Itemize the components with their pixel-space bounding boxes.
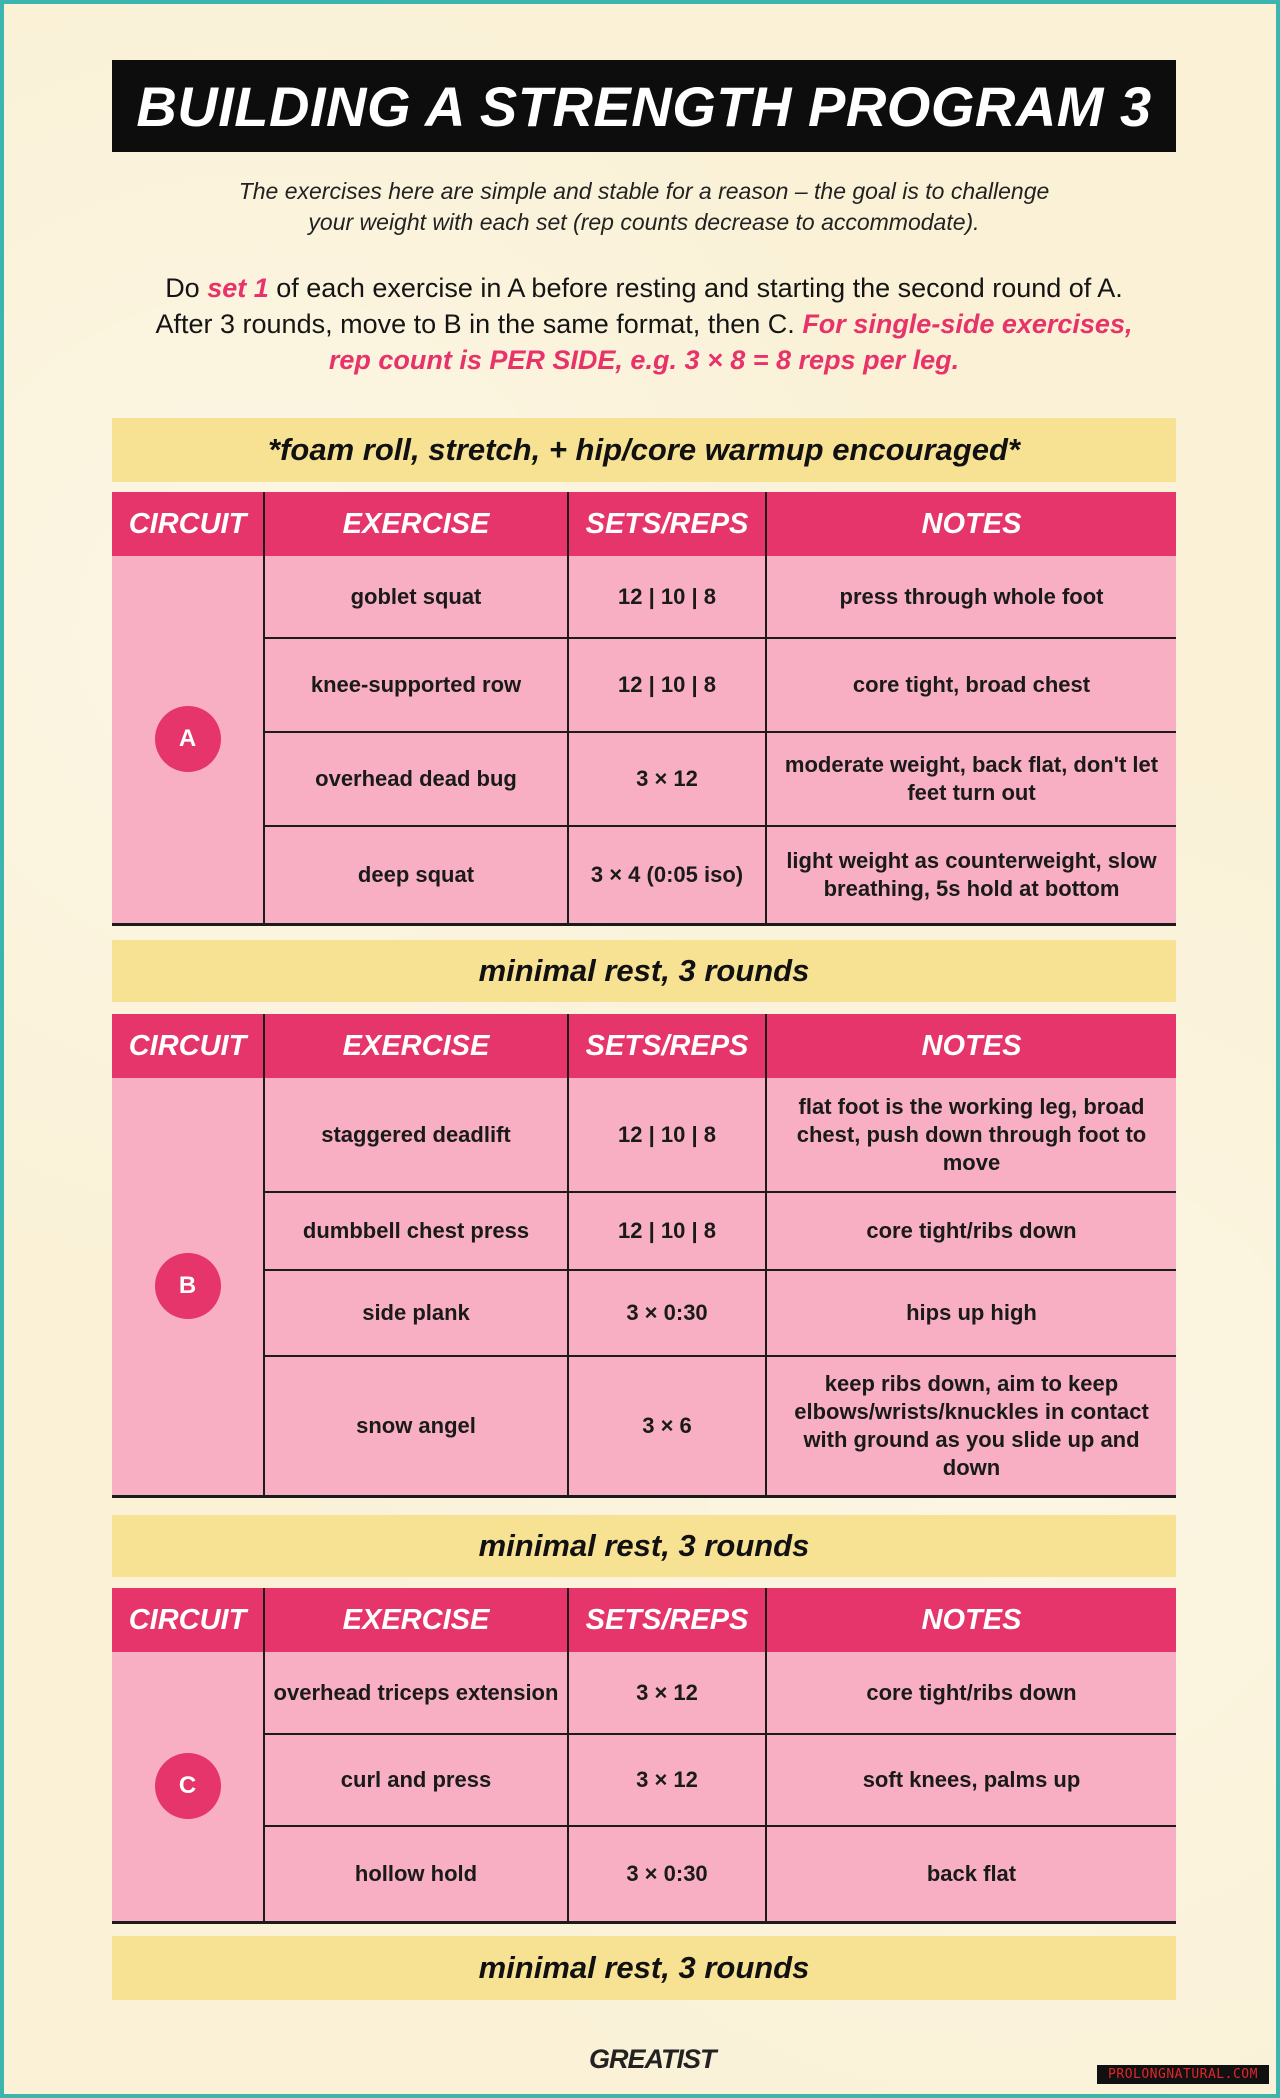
notes-cell: core tight/ribs down	[766, 1652, 1176, 1734]
exercise-cell: hollow hold	[264, 1826, 568, 1922]
header-exercise: EXERCISE	[264, 1588, 568, 1652]
instructions-part-1: Do	[165, 273, 208, 303]
warmup-banner: *foam roll, stretch, + hip/core warmup encouraged*	[112, 418, 1176, 482]
table-row	[112, 826, 1176, 924]
circuit-cell	[112, 556, 264, 924]
circuit-c-badge: C	[155, 1753, 221, 1819]
intro-line-2: your weight with each set (rep counts decrease to accommodate).	[308, 209, 980, 235]
circuit-c-table	[112, 1588, 1176, 1924]
exercise-cell: overhead triceps extension	[264, 1652, 568, 1734]
header-notes: NOTES	[766, 1588, 1176, 1652]
sets-cell: 3 × 12	[568, 732, 766, 826]
sets-cell: 3 × 12	[568, 1652, 766, 1734]
instructions	[94, 270, 1194, 378]
notes-cell: core tight, broad chest	[766, 638, 1176, 732]
notes-cell: hips up high	[766, 1270, 1176, 1356]
header-exercise: EXERCISE	[264, 492, 568, 556]
table-row	[112, 732, 1176, 826]
exercise-cell: overhead dead bug	[264, 732, 568, 826]
instructions-part-4: After 3 rounds, move to B in the same format, then C.	[155, 309, 803, 339]
exercise-cell: curl and press	[264, 1734, 568, 1826]
notes-cell: moderate weight, back flat, don't let feet turn out	[766, 732, 1176, 826]
notes-cell: flat foot is the working leg, broad chest, push down through foot to move	[766, 1078, 1176, 1192]
circuit-cell	[112, 1078, 264, 1496]
header-notes: NOTES	[766, 492, 1176, 556]
intro-line-1: The exercises here are simple and stable for a reason – the goal is to challenge	[238, 178, 1050, 204]
table-row	[112, 1270, 1176, 1356]
instructions-per-side: rep count is PER SIDE, e.g. 3 × 8 = 8 reps per leg.	[328, 345, 960, 375]
notes-cell: soft knees, palms up	[766, 1734, 1176, 1826]
notes-cell: light weight as counterweight, slow breathing, 5s hold at bottom	[766, 826, 1176, 924]
notes-cell: keep ribs down, aim to keep elbows/wrists/knuckles in contact with ground as you slide up and down	[766, 1356, 1176, 1496]
circuit-cell	[112, 1652, 264, 1922]
table-row	[112, 1192, 1176, 1270]
notes-cell: core tight/ribs down	[766, 1192, 1176, 1270]
header-sets: SETS/REPS	[568, 1588, 766, 1652]
exercise-cell: staggered deadlift	[264, 1078, 568, 1192]
sets-cell: 3 × 0:30	[568, 1826, 766, 1922]
instructions-part-3: of each exercise in A before resting and starting the second round of A.	[268, 273, 1123, 303]
table-row	[112, 556, 1176, 638]
header-sets: SETS/REPS	[568, 492, 766, 556]
table-row	[112, 1078, 1176, 1192]
circuit-a-badge: A	[155, 706, 221, 772]
sets-cell: 3 × 0:30	[568, 1270, 766, 1356]
header-notes: NOTES	[766, 1014, 1176, 1078]
table-row	[112, 1356, 1176, 1496]
table-row	[112, 1652, 1176, 1734]
exercise-cell: side plank	[264, 1270, 568, 1356]
sets-cell: 12 | 10 | 8	[568, 1192, 766, 1270]
circuit-c-rest-banner: minimal rest, 3 rounds	[112, 1936, 1176, 2000]
circuit-b-badge: B	[155, 1253, 221, 1319]
header-circuit: CIRCUIT	[112, 1014, 264, 1078]
table-row	[112, 1826, 1176, 1922]
page-title: BUILDING A STRENGTH PROGRAM 3	[112, 60, 1176, 152]
table-row	[112, 1734, 1176, 1826]
header-exercise: EXERCISE	[264, 1014, 568, 1078]
sets-cell: 3 × 12	[568, 1734, 766, 1826]
table-row	[112, 638, 1176, 732]
notes-cell: press through whole foot	[766, 556, 1176, 638]
sets-cell: 3 × 4 (0:05 iso)	[568, 826, 766, 924]
notes-cell: back flat	[766, 1826, 1176, 1922]
circuit-a-table	[112, 492, 1176, 926]
greatist-logo: GREATIST	[589, 2044, 716, 2074]
instructions-single-side: For single-side exercises,	[802, 309, 1133, 339]
instructions-set-1: set 1	[207, 273, 269, 303]
exercise-cell: knee-supported row	[264, 638, 568, 732]
header-circuit: CIRCUIT	[112, 492, 264, 556]
sets-cell: 12 | 10 | 8	[568, 556, 766, 638]
sets-cell: 12 | 10 | 8	[568, 638, 766, 732]
circuit-a-rest-banner: minimal rest, 3 rounds	[112, 940, 1176, 1002]
circuit-b-rest-banner: minimal rest, 3 rounds	[112, 1515, 1176, 1577]
exercise-cell: goblet squat	[264, 556, 568, 638]
header-sets: SETS/REPS	[568, 1014, 766, 1078]
sets-cell: 12 | 10 | 8	[568, 1078, 766, 1192]
header-circuit: CIRCUIT	[112, 1588, 264, 1652]
exercise-cell: snow angel	[264, 1356, 568, 1496]
intro-text	[134, 176, 1154, 238]
sets-cell: 3 × 6	[568, 1356, 766, 1496]
exercise-cell: deep squat	[264, 826, 568, 924]
circuit-b-table	[112, 1014, 1176, 1498]
exercise-cell: dumbbell chest press	[264, 1192, 568, 1270]
infographic-sheet	[4, 4, 1276, 2094]
site-watermark: PROLONGNATURAL.COM	[1097, 2065, 1269, 2084]
